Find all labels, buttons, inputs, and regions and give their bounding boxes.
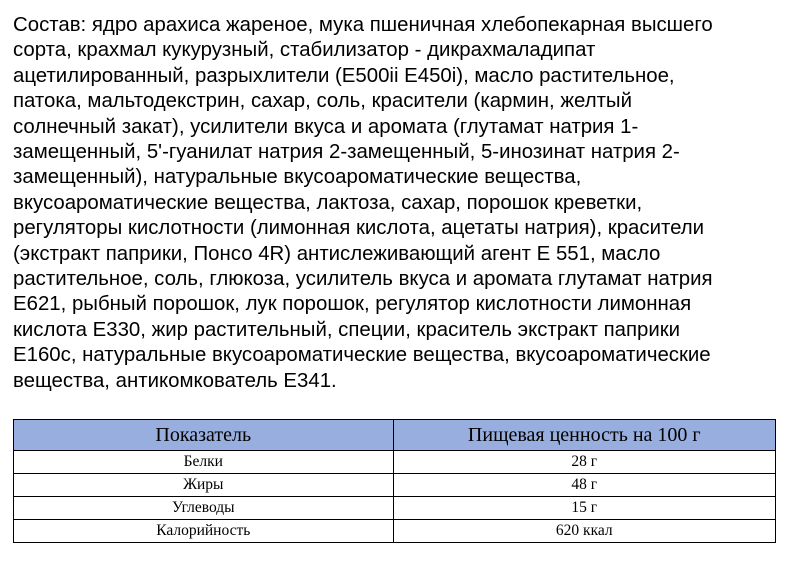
composition-line: вкусоароматические вещества, лактоза, сахар, порошок креветки, xyxy=(13,191,643,214)
row-value: 620 ккал xyxy=(393,520,775,543)
composition-line: кислота Е330, жир растительный, специи, краситель экстракт паприки xyxy=(13,318,681,341)
table-row xyxy=(14,451,776,474)
table-row xyxy=(14,497,776,520)
row-label: Калорийность xyxy=(14,520,394,543)
composition-line: Е160с, натуральные вкусоароматические вещества, вкусоароматические xyxy=(13,344,711,367)
composition-line: (экстракт паприки, Понсо 4R) антислеживающий агент Е 551, масло xyxy=(13,242,661,265)
composition-line: Состав: ядро арахиса жареное, мука пшеничная хлебопекарная высшего xyxy=(13,14,713,36)
composition-text xyxy=(13,13,778,394)
nutrition-table xyxy=(13,419,776,543)
row-label: Жиры xyxy=(14,474,394,497)
composition-line: растительное, соль, глюкоза, усилитель вкуса и аромата глутамат натрия xyxy=(13,268,713,291)
composition-line: солнечный закат), усилители вкуса и аромата (глутамат натрия 1- xyxy=(13,115,639,138)
table-row xyxy=(14,474,776,497)
row-value: 48 г xyxy=(393,474,775,497)
column-header-indicator: Показатель xyxy=(14,420,394,451)
row-value: 28 г xyxy=(393,451,775,474)
composition-line: патока, мальтодекстрин, сахар, соль, красители (кармин, желтый xyxy=(13,90,632,113)
table-header-row xyxy=(14,420,776,451)
composition-line: замещенный, 5'-гуанилат натрия 2-замещенный, 5-инозинат натрия 2- xyxy=(13,141,680,164)
column-header-nutritional-value: Пищевая ценность на 100 г xyxy=(393,420,775,451)
table-row xyxy=(14,520,776,543)
row-label: Белки xyxy=(14,451,394,474)
composition-line: замещенный), натуральные вкусоароматические вещества, xyxy=(13,166,582,189)
row-label: Углеводы xyxy=(14,497,394,520)
row-value: 15 г xyxy=(393,497,775,520)
composition-line: ацетилированный, разрыхлители (Е500ii Е450i), масло растительное, xyxy=(13,64,675,87)
composition-line: Е621, рыбный порошок, лук порошок, регулятор кислотности лимонная xyxy=(13,293,692,316)
composition-line: вещества, антикомкователь Е341. xyxy=(13,369,337,392)
composition-line: регуляторы кислотности (лимонная кислота, ацетаты натрия), красители xyxy=(13,217,705,240)
composition-line: сорта, крахмал кукурузный, стабилизатор - дикрахмаладипат xyxy=(13,39,596,62)
